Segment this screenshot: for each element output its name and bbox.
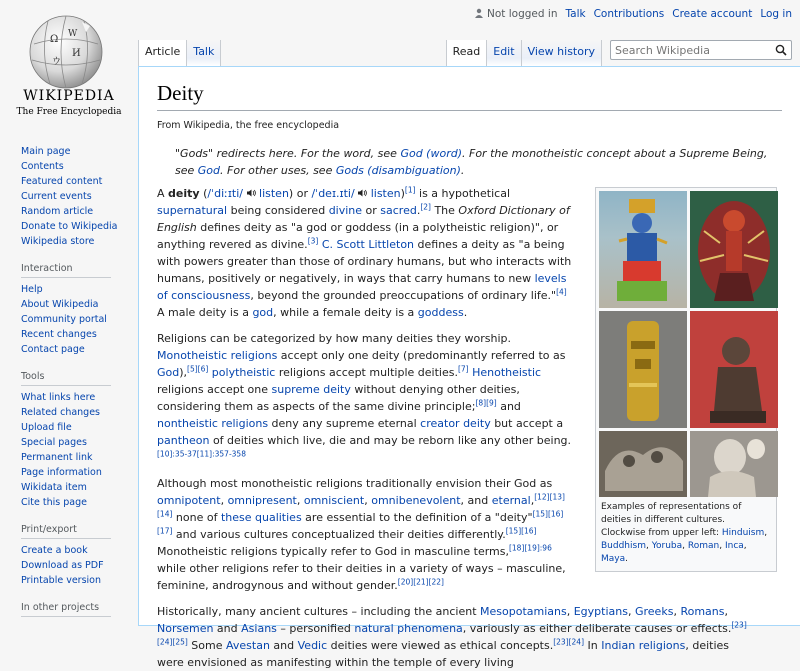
sidebar-item-help[interactable]: Help [21, 284, 43, 295]
tab-edit[interactable]: Edit [487, 40, 521, 66]
svg-text:И: И [72, 48, 81, 59]
hatnote-text: "Gods" redirects here. For the word, see [175, 147, 401, 160]
sidebar-item-create-book[interactable]: Create a book [21, 545, 88, 556]
link[interactable]: eternal [491, 494, 531, 507]
not-logged-in [474, 8, 558, 20]
link[interactable]: these qualities [220, 511, 302, 524]
reference[interactable]: [3] [307, 236, 319, 246]
link[interactable]: Avestan [226, 639, 270, 652]
text: religions accept multiple deities. [275, 366, 458, 379]
contributions-link[interactable]: Contributions [593, 8, 665, 20]
sidebar-item-printable-version[interactable]: Printable version [21, 575, 102, 586]
link[interactable]: omnipresent [227, 494, 297, 507]
paragraph-3 [157, 475, 573, 594]
link[interactable]: nontheistic religions [157, 417, 269, 430]
puzzle-globe-icon [26, 12, 106, 92]
not-logged-in-label: Not logged in [487, 8, 558, 20]
caption-link-buddhism[interactable]: Buddhism [601, 541, 646, 551]
reference[interactable]: [10]:35-37[11]:357-358 [157, 449, 246, 459]
listen-link[interactable] [247, 187, 289, 200]
roman-statue [690, 431, 778, 497]
reference[interactable]: [15][16][17] [157, 509, 564, 536]
link[interactable]: Norsemen [157, 622, 214, 635]
talk-link[interactable]: Talk [565, 8, 586, 20]
gold-idol [599, 311, 687, 428]
sidebar-item-about[interactable]: About Wikipedia [21, 299, 99, 310]
search-box[interactable] [610, 40, 792, 60]
link[interactable]: Henotheistic [472, 366, 542, 379]
text: is a hypothetical [415, 187, 511, 200]
link[interactable]: goddess [417, 306, 464, 319]
text: defines deity as "a god or goddess (in a polytheistic religion)", or anything revered as divine. [157, 221, 559, 251]
user-icon [474, 8, 484, 18]
text: Monotheistic religions typically refer to God in masculine terms, [157, 545, 509, 558]
text: accept only one deity (predominantly referred to as [277, 349, 566, 362]
caption-sep: , [743, 541, 747, 551]
text: ( [199, 187, 208, 200]
tagline: The Free Encyclopedia [16, 107, 122, 117]
text: deities were viewed as ethical concepts. [327, 639, 554, 652]
text: , deities were envisioned as manifesting within the temple of every living [157, 639, 730, 669]
sidebar-item-main-page[interactable]: Main page [21, 146, 71, 157]
sidebar-item-store[interactable]: Wikipedia store [21, 236, 95, 247]
text: Religions can be categorized by how many deities they worship. [157, 332, 512, 345]
paragraph-1: A deity (/ˈdiːɪti/ listen) or /ˈdeɪ.ɪti/ listen)[1] is a hypothetical supernatural being considered divine or sacred.[2] The Oxford Dictionary of English defines deity as "a god or goddess (in a polytheistic religion)", or anything revered as divine.[3] C. Scott Littleton defines a deity as "a being with powers greater than those of ordinary humans, but who interacts with humans, positively or negatively, in ways that carry humans to new levels of consciousness, beyond the grounded preoccupations of ordinary life."[4] A male deity is a god, while a female deity is a goddess. [157, 185, 572, 319]
yoruba-image[interactable] [690, 311, 778, 428]
reference[interactable]: [18][19]:96 [508, 543, 552, 553]
sidebar-item-wikidata-item[interactable]: Wikidata item [21, 482, 87, 493]
link[interactable]: Monotheistic religions [157, 349, 278, 362]
caption-text: Examples of representations of deities in different cultures. Clockwise from upper left: [601, 502, 742, 538]
tab-article[interactable]: Article [138, 40, 187, 66]
link[interactable]: supreme deity [271, 383, 351, 396]
tab-view-history[interactable]: View history [522, 40, 602, 66]
sidebar-heading-interaction[interactable]: Interaction [21, 263, 111, 278]
sidebar-heading-other-projects[interactable]: In other projects [21, 602, 111, 617]
speaker-icon [358, 189, 367, 197]
link[interactable]: C. Scott Littleton [321, 238, 415, 251]
sidebar-item-contents[interactable]: Contents [21, 161, 64, 172]
sidebar-item-recent-changes[interactable]: Recent changes [21, 329, 97, 340]
link[interactable]: pantheon [157, 434, 210, 447]
text: , [364, 494, 372, 507]
text: deny any supreme eternal [268, 417, 421, 430]
text: defines a deity as "a being with powers greater than those of ordinary humans, but who interacts with humans, positively or negatively, in ways that carry humans to new [157, 238, 572, 285]
text: or [362, 204, 381, 217]
reference[interactable]: [23][24][25] [157, 620, 747, 647]
link[interactable]: Greeks [634, 605, 674, 618]
text: , [220, 494, 228, 507]
reference[interactable]: [7] [457, 364, 469, 374]
wordmark: WIKIPEDIA [23, 88, 115, 104]
link[interactable]: god [252, 306, 274, 319]
reference[interactable]: [2] [420, 202, 431, 212]
caption-link-maya[interactable]: Maya [601, 554, 626, 564]
text: but accept a [490, 417, 564, 430]
text: , [627, 605, 635, 618]
tab-talk[interactable]: Talk [187, 40, 221, 66]
caption-link-inca[interactable]: Inca [724, 541, 744, 551]
wikipedia-logo[interactable] [0, 0, 138, 130]
svg-text:Ω: Ω [50, 34, 59, 45]
text: , [566, 605, 574, 618]
text: ), [179, 366, 188, 379]
caption-link-hinduism[interactable]: Hinduism [721, 528, 765, 538]
text: without denying other deities, considering them as aspects of the same divine principle; [157, 383, 520, 413]
listen-label[interactable]: listen [370, 187, 401, 200]
article-content [138, 66, 800, 669]
text: Although most monotheistic religions traditionally envision their God as [157, 477, 553, 490]
sidebar-item-featured-content[interactable]: Featured content [21, 176, 103, 187]
sidebar-item-cite-this-page[interactable]: Cite this page [21, 497, 87, 508]
hatnote [175, 145, 775, 179]
link[interactable]: divine [328, 204, 363, 217]
text: and [269, 639, 298, 652]
reference[interactable]: [20][21][22] [397, 577, 444, 587]
hindu-deity-statue [599, 191, 687, 308]
text: , beyond the grounded preoccupations of ordinary life." [250, 289, 557, 302]
text: and [496, 400, 521, 413]
text: and [213, 622, 242, 635]
roman-image[interactable] [690, 431, 778, 497]
link[interactable]: levels of consciousness [157, 272, 567, 302]
text: are essential to the definition of a "deity" [301, 511, 533, 524]
text: of deities which live, die and may be reborn like any other being. [209, 434, 572, 447]
text: ) [400, 187, 405, 200]
text: Some [187, 639, 226, 652]
text: , [724, 605, 728, 618]
link[interactable]: polytheistic [211, 366, 276, 379]
text: . [463, 306, 468, 319]
search-input[interactable] [615, 44, 765, 57]
text: Historically, many ancient cultures – including the ancient [157, 605, 481, 618]
hatnote-link-gods-disambiguation[interactable]: Gods (disambiguation) [335, 164, 461, 177]
text: and various cultures conceptualized their deities differently. [172, 528, 506, 541]
link[interactable]: omnibenevolent [371, 494, 461, 507]
create-account-link[interactable]: Create account [672, 8, 753, 20]
sidebar-item-donate[interactable]: Donate to Wikipedia [21, 221, 118, 232]
text: , while a female deity is a [273, 306, 418, 319]
svg-text:ウ: ウ [52, 57, 62, 67]
sidebar-heading-tools[interactable]: Tools [21, 371, 111, 386]
text: being considered [227, 204, 329, 217]
view-tabs [446, 40, 792, 66]
sidebar-item-related-changes[interactable]: Related changes [21, 407, 101, 418]
sidebar-item-contact[interactable]: Contact page [21, 344, 85, 355]
sidebar-item-special-pages[interactable]: Special pages [21, 437, 87, 448]
sidebar-item-what-links-here[interactable]: What links here [21, 392, 96, 403]
text: , [296, 494, 304, 507]
listen-link[interactable] [358, 187, 400, 200]
search-icon[interactable] [775, 44, 787, 56]
site-subtitle: From Wikipedia, the free encyclopedia [157, 120, 340, 131]
sidebar-heading-print-export[interactable]: Print/export [21, 524, 111, 539]
sidebar-item-permanent-link[interactable]: Permanent link [21, 452, 93, 463]
personal-tools [474, 8, 792, 20]
namespace-tabs [138, 40, 221, 66]
text: In [584, 639, 602, 652]
reference[interactable]: [23][24] [553, 637, 585, 647]
link[interactable]: supernatural [157, 204, 228, 217]
listen-label[interactable]: listen [259, 187, 289, 200]
link[interactable]: Mesopotamians [480, 605, 567, 618]
buddhist-deity-painting [690, 191, 778, 308]
text: , [673, 605, 681, 618]
caption-link-yoruba[interactable]: Yoruba [651, 541, 683, 551]
text: , [530, 494, 535, 507]
caption-sep: , [682, 541, 688, 551]
ipa-link[interactable]: /ˈdiːɪti/ [207, 187, 244, 200]
yoruba-sculpture [690, 311, 778, 428]
link[interactable]: Romans [680, 605, 725, 618]
link[interactable]: omniscient [303, 494, 365, 507]
link[interactable]: Indian religions [601, 639, 686, 652]
thumbnail-caption [599, 497, 773, 568]
reference[interactable]: [1] [404, 185, 416, 195]
speaker-icon [247, 189, 256, 197]
sidebar-item-community-portal[interactable]: Community portal [21, 314, 107, 325]
hinduism-image[interactable] [599, 191, 687, 308]
deity-thumbnail [595, 187, 777, 572]
text: ) or [288, 187, 312, 200]
hatnote-link-god-word[interactable]: God (word) [400, 147, 462, 160]
link[interactable]: omnipotent [157, 494, 221, 507]
text: religions accept one [157, 383, 272, 396]
login-link[interactable]: Log in [760, 8, 792, 20]
paragraph-2 [157, 330, 573, 466]
reference[interactable]: [8][9] [475, 398, 497, 408]
sidebar-item-download-pdf[interactable]: Download as PDF [21, 560, 104, 571]
sidebar-item-upload-file[interactable]: Upload file [21, 422, 72, 433]
buddhism-image[interactable] [690, 191, 778, 308]
text: while other religions refer to their deities in a variety of ways – masculine, feminine, androgynous and without gender. [157, 562, 566, 592]
hatnote-text: . For the monotheistic concept about a Supreme Being, see [175, 147, 768, 177]
hatnote-text: . [460, 164, 465, 177]
text: A male deity is a [157, 306, 253, 319]
paragraph-4 [157, 603, 757, 671]
link[interactable]: Egyptians [573, 605, 628, 618]
ipa-link[interactable]: /ˈdeɪ.ɪti/ [311, 187, 355, 200]
sidebar-item-page-information[interactable]: Page information [21, 467, 102, 478]
tab-read[interactable]: Read [446, 40, 488, 66]
page-title: Deity [157, 81, 782, 111]
relief-carving [599, 431, 687, 497]
reference[interactable]: [4] [556, 287, 567, 297]
hatnote-link-god[interactable]: God [197, 164, 221, 177]
italic-title: Oxford Dictionary of English [157, 204, 570, 234]
reference[interactable]: [12][13][14] [157, 492, 565, 519]
sidebar [21, 144, 131, 621]
inca-image[interactable] [599, 431, 687, 497]
text: – personified [276, 622, 355, 635]
caption-sep: , [719, 541, 725, 551]
text: A [157, 187, 169, 200]
hatnote-text: . For other uses, see [220, 164, 336, 177]
caption-link-roman[interactable]: Roman [687, 541, 720, 551]
text: , variously as either deliberate causes or effects. [462, 622, 732, 635]
maya-image[interactable] [599, 311, 687, 428]
link[interactable]: natural phenomena [354, 622, 463, 635]
caption-end: . [625, 554, 628, 564]
reference[interactable]: [5][6] [187, 364, 209, 374]
reference[interactable]: [15][16] [505, 526, 537, 536]
text: none of [172, 511, 221, 524]
svg-text:W: W [68, 29, 78, 39]
text: , and [460, 494, 492, 507]
bold-term: deity [168, 187, 200, 200]
link[interactable]: Asians [241, 622, 277, 635]
link[interactable]: creator deity [420, 417, 491, 430]
link[interactable]: sacred [380, 204, 417, 217]
link[interactable]: God [157, 366, 180, 379]
text: The [430, 204, 459, 217]
caption-sep: , [645, 541, 652, 551]
sidebar-item-current-events[interactable]: Current events [21, 191, 92, 202]
sidebar-item-random-article[interactable]: Random article [21, 206, 94, 217]
caption-sep: , [764, 528, 768, 538]
image-grid [599, 191, 773, 497]
link[interactable]: Vedic [297, 639, 328, 652]
